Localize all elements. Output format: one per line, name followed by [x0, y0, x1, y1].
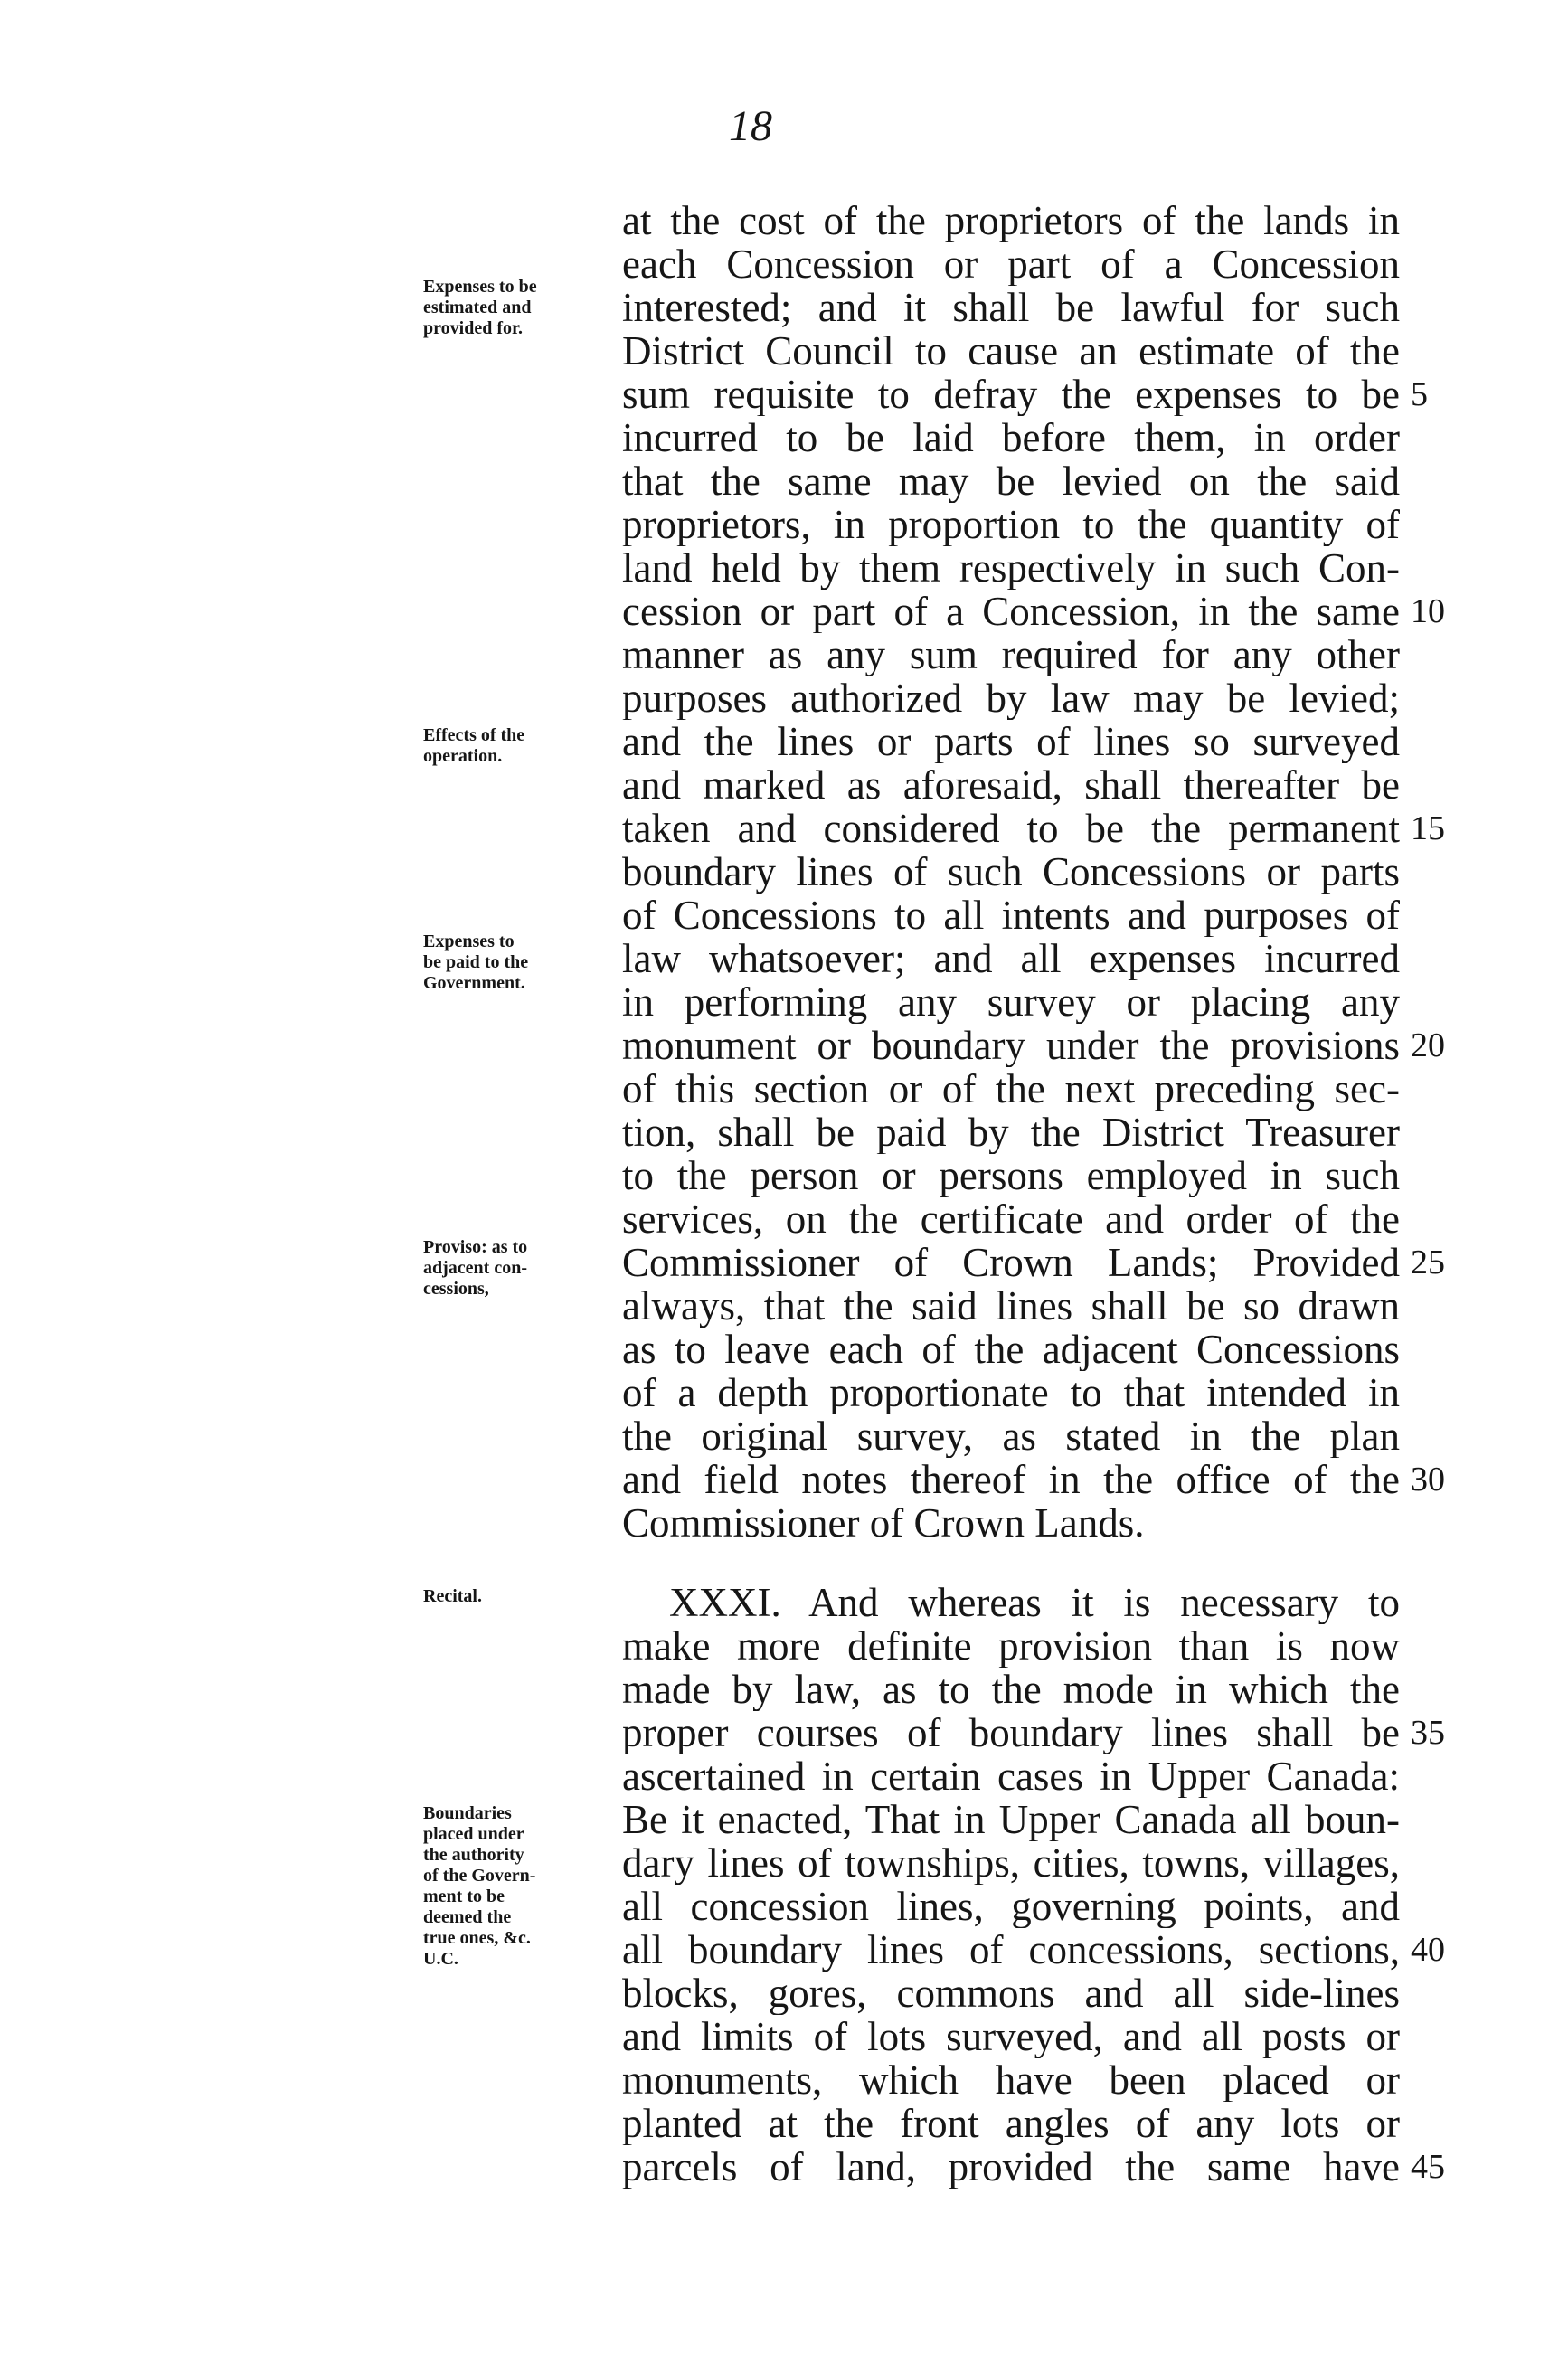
text-line: blocks, gores, commons and all side-lines — [622, 1972, 1400, 2015]
text-line: purposes authorized by law may be levied; — [622, 676, 1400, 720]
text-line: Be it enacted, That in Upper Canada all boun- — [622, 1798, 1400, 1841]
text-line: always, that the said lines shall be so drawn — [622, 1284, 1400, 1328]
text-line: land held by them respectively in such Con- — [622, 546, 1400, 590]
text-line: all boundary lines of concessions, sections, — [622, 1928, 1400, 1972]
text-line: make more definite provision than is now — [622, 1624, 1400, 1668]
text-line: and field notes thereof in the office of the — [622, 1458, 1400, 1501]
line-number: 15 — [1411, 809, 1445, 847]
text-line: incurred to be laid before them, in order — [622, 416, 1400, 459]
text-line: planted at the front angles of any lots or — [622, 2102, 1400, 2145]
text-line: of Concessions to all intents and purposes of — [622, 894, 1400, 937]
text-line: ascertained in certain cases in Upper Canada: — [622, 1754, 1400, 1798]
text-line: of this section or of the next preceding sec- — [622, 1067, 1400, 1111]
text-line: interested; and it shall be lawful for such — [622, 286, 1400, 329]
line-number: 25 — [1411, 1243, 1445, 1281]
text-line: each Concession or part of a Concession — [622, 242, 1400, 286]
text-line: services, on the certificate and order of the — [622, 1197, 1400, 1241]
text-line: monuments, which have been placed or — [622, 2058, 1400, 2102]
text-line: at the cost of the proprietors of the lands in — [622, 199, 1400, 242]
line-number: 40 — [1411, 1931, 1445, 1969]
text-line: XXXI. And whereas it is necessary to — [669, 1581, 1400, 1624]
text-line: proprietors, in proportion to the quantity of — [622, 503, 1400, 546]
text-line: Commissioner of Crown Lands; Provided — [622, 1241, 1400, 1284]
text-line: law whatsoever; and all expenses incurred — [622, 937, 1400, 980]
text-line: in performing any survey or placing any — [622, 980, 1400, 1024]
line-number: 45 — [1411, 2148, 1445, 2186]
text-line: made by law, as to the mode in which the — [622, 1668, 1400, 1711]
text-line: to the person or persons employed in such — [622, 1154, 1400, 1197]
text-line: manner as any sum required for any other — [622, 633, 1400, 676]
margin-note: Boundaries placed under the authority of the Govern- ment to be deemed the true ones, &c. U.C. — [423, 1803, 536, 1969]
text-line: parcels of land, provided the same have — [622, 2145, 1400, 2189]
text-line: that the same may be levied on the said — [622, 459, 1400, 503]
text-line: monument or boundary under the provisions — [622, 1024, 1400, 1067]
text-line: the original survey, as stated in the plan — [622, 1414, 1400, 1458]
text-line: cession or part of a Concession, in the same — [622, 590, 1400, 633]
text-line: Commissioner of Crown Lands. — [622, 1501, 1145, 1545]
page-number: 18 — [729, 102, 772, 150]
margin-note: Effects of the operation. — [423, 725, 525, 766]
line-number: 20 — [1411, 1026, 1445, 1064]
text-line: tion, shall be paid by the District Treasurer — [622, 1111, 1400, 1154]
margin-note: Recital. — [423, 1586, 482, 1606]
line-number: 30 — [1411, 1461, 1445, 1499]
line-number: 10 — [1411, 592, 1445, 630]
text-line: and marked as aforesaid, shall thereafter be — [622, 763, 1400, 807]
margin-note: Expenses to be estimated and provided for. — [423, 277, 537, 338]
text-line: taken and considered to be the permanent — [622, 807, 1400, 850]
text-line: District Council to cause an estimate of the — [622, 329, 1400, 373]
text-line: of a depth proportionate to that intended in — [622, 1371, 1400, 1414]
text-line: proper courses of boundary lines shall be — [622, 1711, 1400, 1754]
margin-note: Expenses to be paid to the Government. — [423, 931, 529, 993]
text-line: sum requisite to defray the expenses to be — [622, 373, 1400, 416]
text-line: and the lines or parts of lines so surveyed — [622, 720, 1400, 763]
text-line: and limits of lots surveyed, and all posts or — [622, 2015, 1400, 2058]
line-number: 35 — [1411, 1714, 1445, 1752]
text-line: all concession lines, governing points, and — [622, 1885, 1400, 1928]
margin-note: Proviso: as to adjacent con- cessions, — [423, 1237, 528, 1299]
line-number: 5 — [1411, 375, 1428, 413]
text-line: as to leave each of the adjacent Concessions — [622, 1328, 1400, 1371]
text-line: dary lines of townships, cities, towns, villages, — [622, 1841, 1400, 1885]
text-line: boundary lines of such Concessions or parts — [622, 850, 1400, 894]
